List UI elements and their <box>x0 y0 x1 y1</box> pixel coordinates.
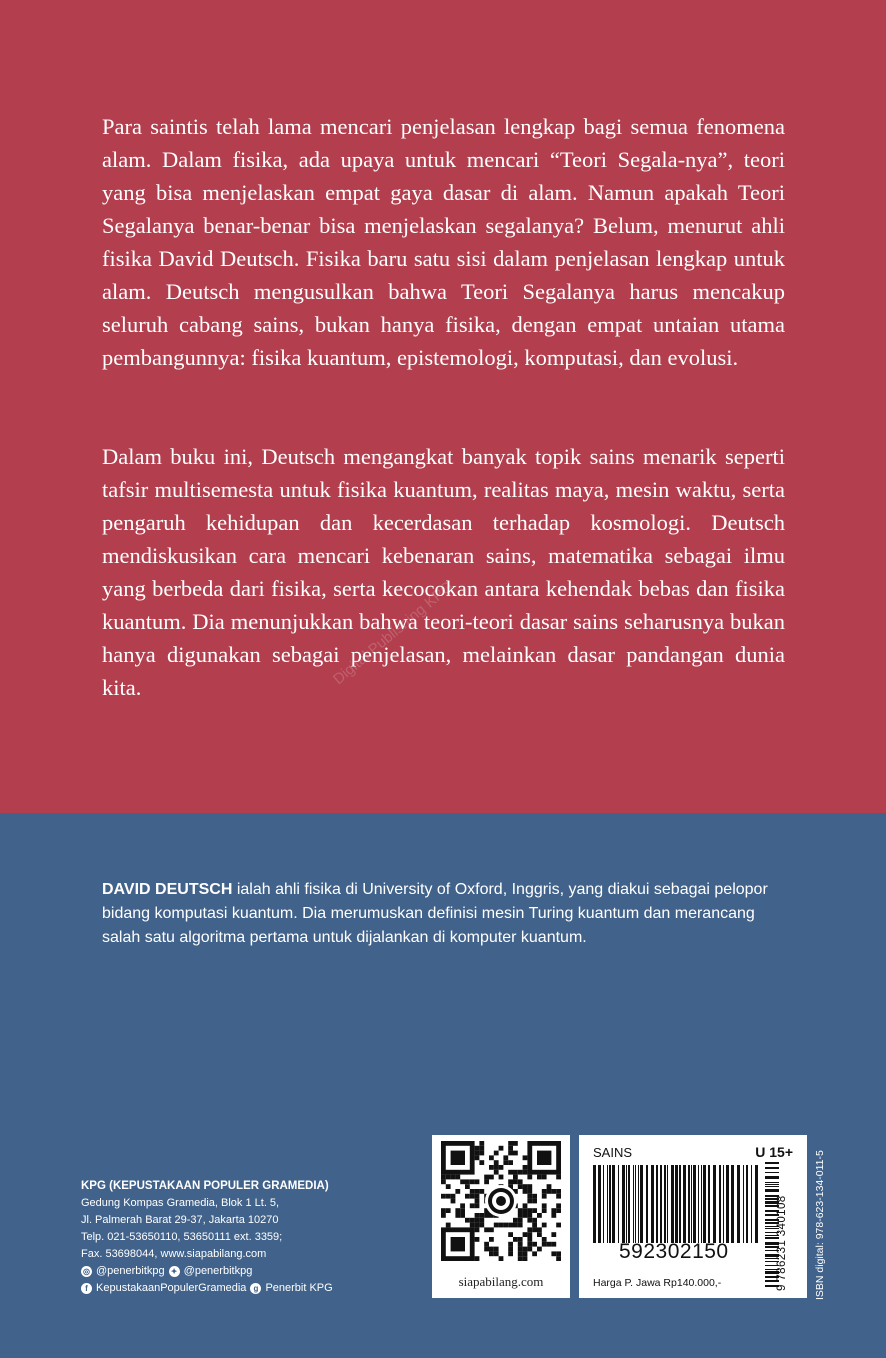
isbn-digits: 9 786231 340108 <box>776 1195 788 1291</box>
publisher-address-1: Gedung Kompas Gramedia, Blok 1 Lt. 5, <box>81 1197 280 1209</box>
author-name: DAVID DEUTSCH <box>102 881 233 898</box>
google-plus-icon: g <box>250 1283 261 1294</box>
qr-label: siapabilang.com <box>458 1274 544 1289</box>
publisher-block <box>81 1177 333 1297</box>
author-bio-text: ialah ahli fisika di University of Oxford, Inggris, yang diakui sebagai pelopor bidang komputasi kuantum. Dia merumuskan definisi mesin Turing kuantum dan merancang salah satu algoritma pertama untuk dijalankan di komputer kuantum. <box>102 881 768 946</box>
facebook-icon: f <box>81 1283 92 1294</box>
social-row-2 <box>81 1280 333 1297</box>
twitter-handle: @penerbitkpg <box>183 1265 253 1277</box>
barcode-number: 592302150 <box>619 1240 729 1263</box>
social-row-1 <box>81 1263 333 1280</box>
qr-code-icon <box>441 1141 561 1269</box>
watermark: Digital Publishing KPG <box>330 577 457 689</box>
price-label: Harga P. Jawa Rp140.000,- <box>593 1277 722 1289</box>
author-bio <box>102 878 792 950</box>
publisher-address-3: Telp. 021-53650110, 53650111 ext. 3359; <box>81 1231 283 1243</box>
twitter-icon: ✦ <box>169 1266 180 1277</box>
barcode-icon <box>593 1165 761 1243</box>
publisher-name: KPG (KEPUSTAKAAN POPULER GRAMEDIA) <box>81 1180 329 1192</box>
google-plus-handle: Penerbit KPG <box>265 1282 333 1294</box>
blurb-paragraph-2: Dalam buku ini, Deutsch mengangkat banyak topik sains menarik seperti tafsir multisemesta untuk fisika kuantum, realitas maya, mesin waktu, serta pengaruh kehidupan dan kecerdasan terhadap kosmologi. Deutsch mendiskusikan cara mencari kebenaran sains, matematika sebagai ilmu yang berbeda dari fisika, serta kecocokan antara kehendak bebas dan fisika kuantum. Dia menunjukkan bahwa teori-teori dasar sains seharusnya bukan hanya digunakan sebagai penjelasan, melainkan dasar pandangan dunia kita. <box>102 444 785 700</box>
instagram-icon: ◎ <box>81 1266 92 1277</box>
facebook-handle: KepustakaanPopulerGramedia <box>96 1282 247 1294</box>
barcode-panel <box>579 1135 807 1298</box>
blurb-paragraph-1: Para saintis telah lama mencari penjelasan lengkap bagi semua fenomena alam. Dalam fisika, ada upaya untuk mencari “Teori Segala-nya”, teori yang bisa menjelaskan empat gaya dasar di alam. Namun apakah Teori Segalanya benar-benar bisa menjelaskan segalanya? Belum, menurut ahli fisika David Deutsch. Fisika baru satu sisi dalam penjelasan lengkap untuk alam. Deutsch mengusulkan bahwa Teori Segalanya harus mencakup seluruh cabang sains, bukan hanya fisika, dengan empat untaian utama pembangunnya: fisika kuantum, epistemologi, komputasi, dan evolusi. <box>102 114 785 370</box>
qr-code-panel <box>432 1135 570 1298</box>
publisher-address-4: Fax. 53698044, www.siapabilang.com <box>81 1248 267 1260</box>
publisher-address-2: Jl. Palmerah Barat 29-37, Jakarta 10270 <box>81 1214 279 1226</box>
age-rating: U 15+ <box>755 1144 793 1160</box>
instagram-handle: @penerbitkpg <box>96 1265 165 1277</box>
isbn-digital-label: ISBN digital: 978-623-134-011-5 <box>814 1150 826 1300</box>
category-label: SAINS <box>593 1145 633 1160</box>
